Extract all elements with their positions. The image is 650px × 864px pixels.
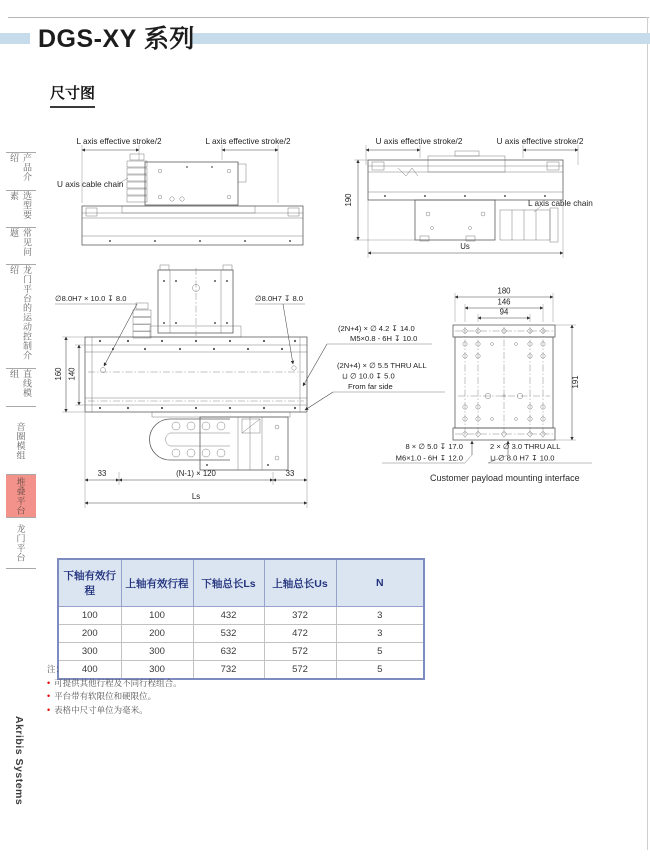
table-cell: 5 bbox=[336, 661, 424, 680]
table-cell: 572 bbox=[264, 661, 336, 680]
table-cell: 100 bbox=[58, 607, 121, 625]
plan-view-drawing bbox=[54, 265, 445, 508]
payload-top-dims bbox=[455, 287, 553, 323]
table-row bbox=[58, 607, 424, 625]
page-title: DGS-XY 系列 bbox=[38, 25, 195, 53]
plan-view-upper-cable-chain bbox=[133, 303, 151, 338]
top-view-length-dim bbox=[368, 200, 563, 258]
table-cell: 200 bbox=[58, 625, 121, 643]
section-title: 尺寸图 bbox=[50, 82, 95, 108]
u-stroke-label-right: U axis effective stroke/2 bbox=[496, 137, 584, 146]
sidebar-item-3[interactable]: 龙门平台的运动控制介绍 bbox=[6, 265, 36, 369]
table-cell: 100 bbox=[121, 607, 193, 625]
note-bullet-icon: • bbox=[47, 677, 51, 688]
table-cell: 372 bbox=[264, 607, 336, 625]
table-cell: 572 bbox=[264, 643, 336, 661]
plan-view-pin-callouts bbox=[55, 294, 305, 366]
thread-callout-line1: (2N+4) × ∅ 4.2 ↧ 14.0 bbox=[338, 324, 415, 333]
payload-callout-left-line2: M6×1.0 - 6H ↧ 12.0 bbox=[395, 453, 463, 463]
dim-146: 146 bbox=[497, 297, 511, 307]
table-cell: 5 bbox=[336, 643, 424, 661]
note-text: 表格中尺寸单位为毫米。 bbox=[54, 704, 148, 715]
plan-view-height-dims bbox=[54, 337, 85, 412]
pin-hole-left-callout: ∅8.0H7 × 10.0 ↧ 8.0 bbox=[55, 294, 127, 303]
note-item bbox=[47, 677, 182, 691]
thru-callout-line2: ⊔ ∅ 10.0 ↧ 5.0 bbox=[342, 371, 395, 381]
note-item bbox=[47, 704, 182, 718]
payload-callouts bbox=[382, 441, 592, 463]
l-stroke-label-right: L axis effective stroke/2 bbox=[205, 137, 291, 146]
table-cell: 300 bbox=[58, 643, 121, 661]
dim-160: 160 bbox=[54, 367, 63, 381]
plan-view-upper-block bbox=[150, 265, 241, 337]
side-view-dimensions bbox=[76, 137, 291, 203]
table-cell: 3 bbox=[336, 607, 424, 625]
table-row bbox=[58, 625, 424, 643]
payload-callout-left-line1: 8 × ∅ 5.0 ↧ 17.0 bbox=[405, 442, 463, 451]
u-axis-cable-chain bbox=[127, 154, 147, 202]
note-item bbox=[47, 690, 182, 704]
table-cell: 432 bbox=[193, 607, 264, 625]
table-cell: 632 bbox=[193, 643, 264, 661]
dim-190: 190 bbox=[344, 193, 353, 207]
note-bullet-icon: • bbox=[47, 704, 51, 715]
payload-height-dim bbox=[555, 325, 580, 440]
column-header: 下轴总长Ls bbox=[193, 559, 264, 607]
plan-view-main-body bbox=[85, 337, 307, 412]
notes-title: 注： bbox=[47, 664, 65, 674]
payload-callout-right-line1: 2 × ∅ 3.0 THRU ALL bbox=[490, 442, 561, 451]
payload-caption: Customer payload mounting interface bbox=[430, 473, 580, 483]
top-view-drawing bbox=[344, 137, 593, 258]
side-view-carriage bbox=[145, 162, 246, 205]
side-view-base bbox=[82, 206, 303, 245]
spec-table bbox=[57, 558, 425, 680]
sidebar-item-6[interactable]: 堆叠平台 bbox=[6, 475, 36, 518]
payload-plate-body bbox=[453, 325, 555, 440]
dim-pitch: (N-1) × 120 bbox=[176, 469, 216, 478]
table-cell: 3 bbox=[336, 625, 424, 643]
thru-callout-line1: (2N+4) × ∅ 5.5 THRU ALL bbox=[337, 361, 427, 370]
dim-140: 140 bbox=[67, 367, 77, 381]
l-cable-chain-label: L axis cable chain bbox=[528, 199, 593, 208]
u-stroke-label-left: U axis effective stroke/2 bbox=[375, 137, 463, 146]
table-row bbox=[58, 643, 424, 661]
dim-191: 191 bbox=[571, 375, 580, 389]
table-cell: 732 bbox=[193, 661, 264, 680]
column-header: 上轴有效行程 bbox=[121, 559, 193, 607]
dim-33-left: 33 bbox=[97, 469, 107, 478]
dim-us: Us bbox=[460, 242, 470, 251]
table-cell: 200 bbox=[121, 625, 193, 643]
note-text: 平台带有软限位和硬限位。 bbox=[54, 691, 157, 701]
notes-list bbox=[47, 677, 182, 718]
sidebar-item-1[interactable]: 选型要素 bbox=[6, 191, 36, 228]
table-cell: 472 bbox=[264, 625, 336, 643]
dim-94: 94 bbox=[499, 307, 509, 317]
side-view-drawing bbox=[57, 137, 303, 245]
dim-33-right: 33 bbox=[285, 469, 295, 478]
thread-callout-line2: M5×0.8 - 6H ↧ 10.0 bbox=[350, 334, 418, 343]
brand-vertical-text: Akribis Systems bbox=[13, 716, 25, 806]
column-header: N bbox=[336, 559, 424, 607]
note-bullet-icon: • bbox=[47, 691, 51, 701]
payload-plate-drawing bbox=[382, 287, 592, 484]
dim-ls: Ls bbox=[191, 492, 201, 501]
notes bbox=[47, 663, 182, 717]
table-cell: 532 bbox=[193, 625, 264, 643]
u-cable-chain-label: U axis cable chain bbox=[57, 180, 124, 189]
table-cell: 300 bbox=[121, 661, 193, 680]
plan-view-right-callouts bbox=[303, 324, 445, 410]
l-stroke-label-left: L axis effective stroke/2 bbox=[76, 137, 162, 146]
pin-hole-right-callout: ∅8.0H7 ↧ 8.0 bbox=[255, 294, 304, 303]
top-view-body bbox=[368, 151, 563, 200]
sidebar-item-0[interactable]: 产品介绍 bbox=[6, 153, 36, 191]
table-cell: 400 bbox=[58, 661, 121, 680]
sidebar-item-2[interactable]: 常见问题 bbox=[6, 228, 36, 265]
sidebar-item-7[interactable]: 龙门平台 bbox=[6, 518, 36, 569]
note-text: 可提供其他行程及不同行程组合。 bbox=[54, 677, 182, 688]
thru-callout-line3: From far side bbox=[348, 382, 393, 391]
column-header: 下轴有效行程 bbox=[58, 559, 121, 607]
table-cell: 300 bbox=[121, 643, 193, 661]
l-axis-cable-chain bbox=[500, 208, 558, 242]
dim-180: 180 bbox=[497, 286, 511, 296]
top-view-l-carriage bbox=[415, 200, 495, 241]
plan-view-bottom-dims bbox=[85, 413, 307, 508]
column-header: 上轴总长Us bbox=[264, 559, 336, 607]
plan-view-lower-assembly bbox=[150, 412, 291, 470]
sidebar-item-4[interactable]: 直线模组 bbox=[6, 369, 36, 407]
sidebar-item-5[interactable]: 音圈模组 bbox=[6, 407, 36, 475]
spec-table-head bbox=[58, 559, 424, 607]
payload-callout-right-line2: ⊔ ∅ 8.0 H7 ↧ 10.0 bbox=[490, 453, 555, 463]
header-row bbox=[58, 559, 424, 607]
